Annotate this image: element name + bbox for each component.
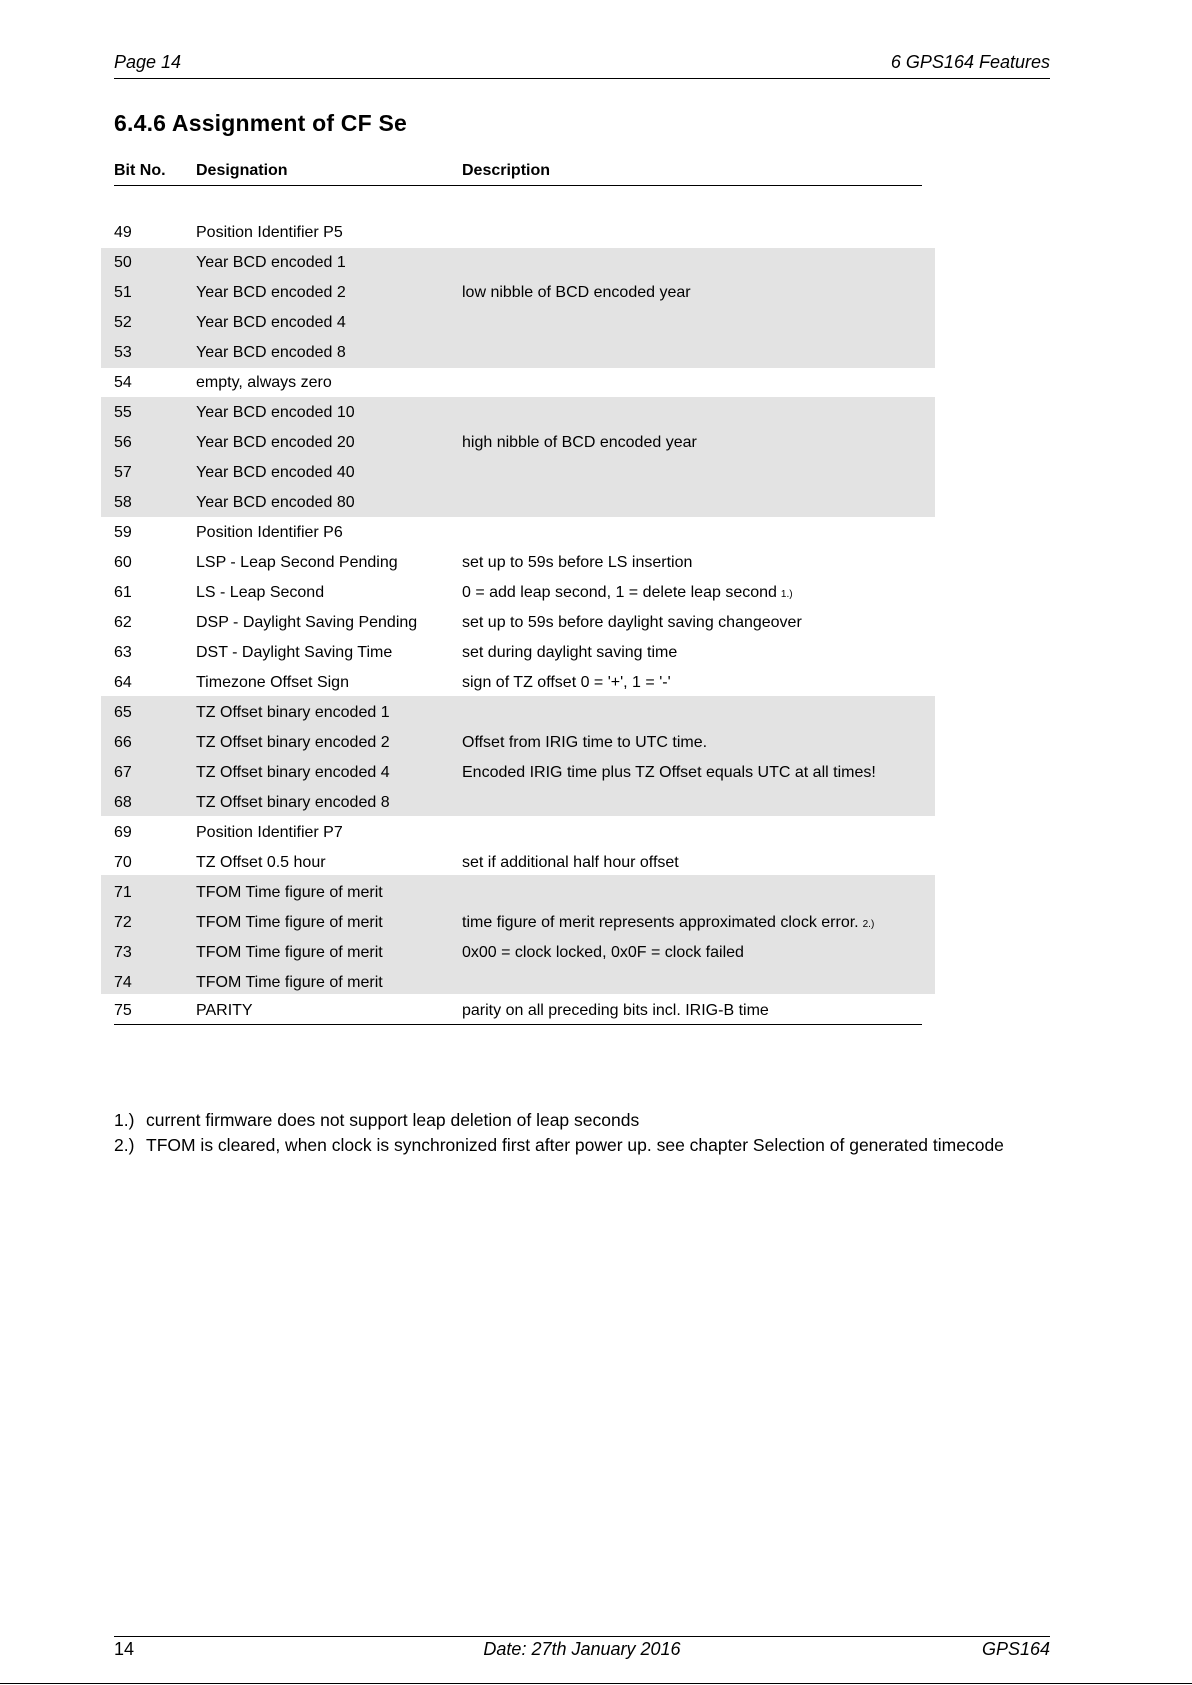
bit-number: 66: [114, 734, 132, 751]
table-row: [114, 308, 922, 338]
description: [462, 578, 793, 610]
bit-number: 54: [114, 374, 132, 391]
description: set if additional half hour offset: [462, 854, 679, 871]
designation: TZ Offset binary encoded 8: [196, 794, 390, 811]
designation: TZ Offset 0.5 hour: [196, 854, 326, 871]
section-title: 6.4.6 Assignment of CF Se: [114, 110, 407, 136]
designation: LSP - Leap Second Pending: [196, 554, 398, 571]
designation: TFOM Time figure of merit: [196, 884, 383, 901]
group-description-year-low: low nibble of BCD encoded year: [462, 284, 691, 301]
designation: TFOM Time figure of merit: [196, 974, 383, 991]
designation: DST - Daylight Saving Time: [196, 644, 393, 661]
bit-number: 60: [114, 554, 132, 571]
bit-number: 64: [114, 674, 132, 691]
bit-number: 50: [114, 254, 132, 271]
table-row: [114, 488, 922, 518]
description: set during daylight saving time: [462, 644, 678, 661]
bit-number: 56: [114, 434, 132, 451]
bit-number: 61: [114, 584, 132, 601]
bit-number: 52: [114, 314, 132, 331]
designation: Year BCD encoded 80: [196, 494, 355, 511]
designation: TZ Offset binary encoded 4: [196, 764, 390, 781]
footnote-number: 1.): [114, 1110, 135, 1130]
table-row: [114, 848, 922, 878]
table-row: [114, 878, 922, 908]
bit-number: 72: [114, 914, 132, 931]
bit-number: 49: [114, 224, 132, 241]
bit-number: 63: [114, 644, 132, 661]
description: parity on all preceding bits incl. IRIG-B time: [462, 1002, 769, 1019]
footnotes: [114, 1108, 1004, 1158]
table-row: [114, 698, 922, 728]
group-description-tz-line2: Encoded IRIG time plus TZ Offset equals UTC at all times!: [462, 764, 876, 781]
bit-number: 68: [114, 794, 132, 811]
description-text: 0 = add leap second, 1 = delete leap second: [462, 584, 777, 601]
description: set up to 59s before daylight saving changeover: [462, 614, 802, 631]
designation: TZ Offset binary encoded 2: [196, 734, 390, 751]
bit-number: 62: [114, 614, 132, 631]
table-row: [114, 638, 922, 668]
footnote: [114, 1133, 1004, 1158]
designation: Year BCD encoded 10: [196, 404, 355, 421]
table-row: [114, 818, 922, 848]
table-row: [114, 996, 922, 1026]
table-bottom-rule: [114, 1024, 922, 1025]
designation: Position Identifier P7: [196, 824, 343, 841]
footnote-ref: 1.): [780, 589, 793, 600]
header-page-label: Page 14: [114, 52, 182, 72]
page-footer: [114, 1636, 1050, 1663]
designation: Timezone Offset Sign: [196, 674, 349, 691]
bit-number: 75: [114, 1002, 132, 1019]
table-row: [114, 518, 922, 548]
designation: Year BCD encoded 20: [196, 434, 355, 451]
table-row: [114, 398, 922, 428]
table-row: [114, 218, 922, 248]
designation: Position Identifier P5: [196, 224, 343, 241]
footer-date: Date: 27th January 2016: [483, 1639, 681, 1659]
bit-number: 73: [114, 944, 132, 961]
group-description-tfom-line2: 0x00 = clock locked, 0x0F = clock failed: [462, 944, 744, 961]
bit-number: 69: [114, 824, 132, 841]
page-edge-rule: [0, 1683, 1192, 1684]
footnote-number: 2.): [114, 1135, 135, 1155]
designation: Year BCD encoded 4: [196, 314, 346, 331]
bit-number: 51: [114, 284, 132, 301]
designation: DSP - Daylight Saving Pending: [196, 614, 418, 631]
designation: empty, always zero: [196, 374, 332, 391]
footnote: [114, 1108, 1004, 1133]
designation: Position Identifier P6: [196, 524, 343, 541]
table-row: [114, 368, 922, 398]
group-description-year-high: high nibble of BCD encoded year: [462, 434, 697, 451]
bit-number: 71: [114, 884, 132, 901]
bit-number: 59: [114, 524, 132, 541]
footer-product: GPS164: [981, 1639, 1050, 1659]
description: sign of TZ offset 0 = '+', 1 = '-': [462, 674, 671, 691]
table-row: [114, 548, 922, 578]
designation: Year BCD encoded 8: [196, 344, 346, 361]
table-row: [114, 338, 922, 368]
group-description-tz-line1: Offset from IRIG time to UTC time.: [462, 734, 708, 751]
table-row: [114, 578, 922, 608]
table-header: [114, 162, 922, 186]
designation: LS - Leap Second: [196, 584, 325, 601]
column-header-description: Description: [462, 162, 551, 179]
table-row: [114, 608, 922, 638]
bit-number: 70: [114, 854, 132, 871]
bit-number: 74: [114, 974, 132, 991]
footer-page-number: 14: [114, 1639, 135, 1659]
footnote-text: TFOM is cleared, when clock is synchronized first after power up. see chapter Selection of generated timecode: [146, 1135, 1004, 1155]
table-row: [114, 788, 922, 818]
page-header: [114, 52, 1050, 79]
table-row: [114, 968, 922, 998]
column-header-bit-no: Bit No.: [114, 162, 166, 179]
bit-number: 57: [114, 464, 132, 481]
designation: PARITY: [196, 1002, 253, 1019]
designation: Year BCD encoded 40: [196, 464, 355, 481]
footnote-ref: 2.): [862, 919, 875, 930]
table-row: [114, 668, 922, 698]
bit-number: 67: [114, 764, 132, 781]
column-header-designation: Designation: [196, 162, 288, 179]
designation: Year BCD encoded 1: [196, 254, 346, 271]
description-text: time figure of merit represents approximated clock error.: [462, 914, 859, 931]
header-chapter-label: 6 GPS164 Features: [890, 52, 1050, 72]
designation: Year BCD encoded 2: [196, 284, 346, 301]
bit-number: 53: [114, 344, 132, 361]
designation: TFOM Time figure of merit: [196, 914, 383, 931]
bit-number: 58: [114, 494, 132, 511]
footnote-text: current firmware does not support leap deletion of leap seconds: [146, 1110, 640, 1130]
description: set up to 59s before LS insertion: [462, 554, 693, 571]
table-row: [114, 458, 922, 488]
bit-number: 55: [114, 404, 132, 421]
designation: TFOM Time figure of merit: [196, 944, 383, 961]
table-row: [114, 248, 922, 278]
bit-number: 65: [114, 704, 132, 721]
designation: TZ Offset binary encoded 1: [196, 704, 390, 721]
group-description-tfom-line1: [462, 908, 874, 940]
